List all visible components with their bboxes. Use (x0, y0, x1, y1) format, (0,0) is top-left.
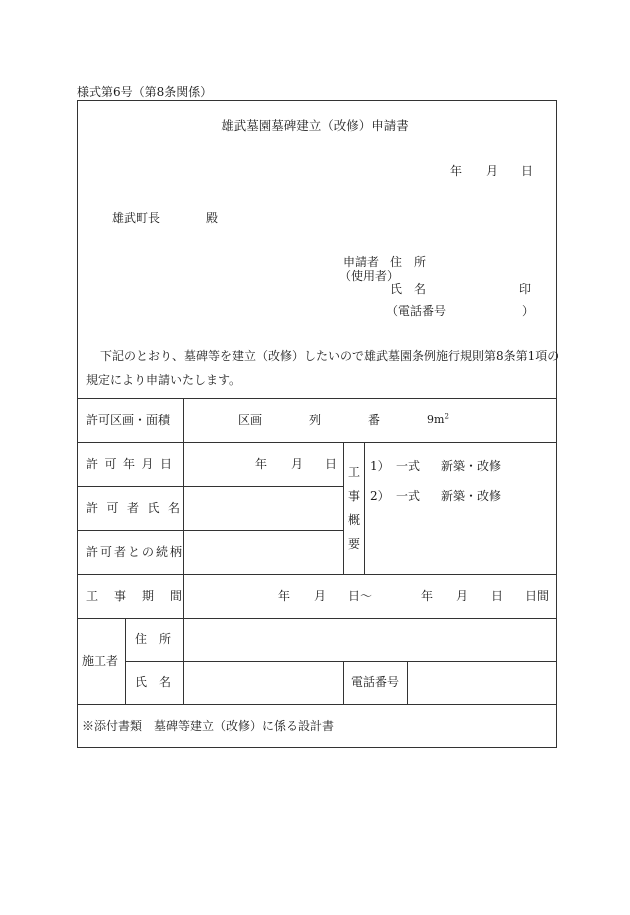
divider-line (77, 704, 556, 705)
seal-mark: 印 (519, 282, 532, 296)
relationship-label: 許可者との続柄 (86, 545, 185, 559)
body-text-line1: 下記のとおり、墓碑等を建立（改修）したいので雄武墓園条例施行規則第8条第1項の (100, 349, 560, 363)
attachment-note: ※添付書類 墓碑等建立（改修）に係る設計書 (82, 719, 335, 733)
period-end-month: 月 (456, 589, 469, 603)
period-end-year: 年 (421, 589, 434, 603)
permittee-name-label: 許可者氏名 (86, 501, 189, 515)
addressee-name: 雄武町長 (112, 211, 161, 225)
work-item-2-number: 2） (370, 489, 390, 503)
construction-period-label: 工事期間 (86, 589, 199, 603)
applicant-phone-close: ） (522, 304, 535, 318)
permit-date-day: 日 (325, 457, 338, 471)
divider-line (364, 442, 365, 574)
applicant-phone-open: （電話番号 (386, 304, 447, 318)
form-title: 雄武墓園墓碑建立（改修）申請書 (221, 118, 409, 133)
divider-line (77, 486, 343, 487)
applicant-address-label: 住 所 (390, 255, 427, 269)
divider-line (77, 398, 556, 399)
divider-line (125, 618, 126, 704)
area-size: $9m^2$ (427, 412, 449, 426)
divider-line (343, 442, 344, 574)
work-item-1-type: 新築・改修 (441, 459, 502, 473)
divider-line (77, 618, 556, 619)
applicant-name-label: 氏 名 (390, 282, 427, 296)
work-item-1-quantity: 一式 (396, 459, 421, 473)
divider-line (77, 442, 556, 443)
period-start-year: 年 (278, 589, 291, 603)
area-section-unit: 区画 (238, 413, 263, 427)
permit-date-label: 許可年月日 (86, 457, 179, 471)
body-text-line2: 規定により申請いたします。 (86, 373, 242, 387)
work-summary-label: 工 事 概 要 (348, 465, 361, 551)
divider-line (77, 530, 343, 531)
date-day: 日 (521, 164, 534, 178)
divider-line (343, 661, 344, 704)
area-row-unit: 列 (309, 413, 322, 427)
form-number: 様式第6号（第8条関係） (77, 85, 213, 99)
permit-date-year: 年 (255, 457, 268, 471)
period-end-day: 日 (491, 589, 504, 603)
date-year: 年 (450, 164, 463, 178)
contractor-phone-label: 電話番号 (351, 675, 400, 689)
divider-line (77, 574, 556, 575)
contractor-address-label: 住 所 (135, 632, 172, 646)
permit-date-month: 月 (291, 457, 304, 471)
contractor-label: 施工者 (82, 654, 119, 668)
applicant-sub-label: （使用者） (339, 269, 400, 283)
area-number-unit: 番 (368, 413, 381, 427)
addressee-honorific: 殿 (206, 211, 219, 225)
date-month: 月 (486, 164, 499, 178)
applicant-label: 申請者 (343, 255, 380, 269)
area-label: 許可区画・面積 (86, 413, 171, 427)
period-start-day: 日～ (348, 589, 373, 603)
work-item-2-quantity: 一式 (396, 489, 421, 503)
divider-line (125, 661, 556, 662)
work-item-2-type: 新築・改修 (441, 489, 502, 503)
period-start-month: 月 (314, 589, 327, 603)
contractor-name-label: 氏 名 (135, 675, 172, 689)
work-item-1-number: 1） (370, 459, 390, 473)
divider-line (407, 661, 408, 704)
period-total-days: 日間 (525, 589, 550, 603)
